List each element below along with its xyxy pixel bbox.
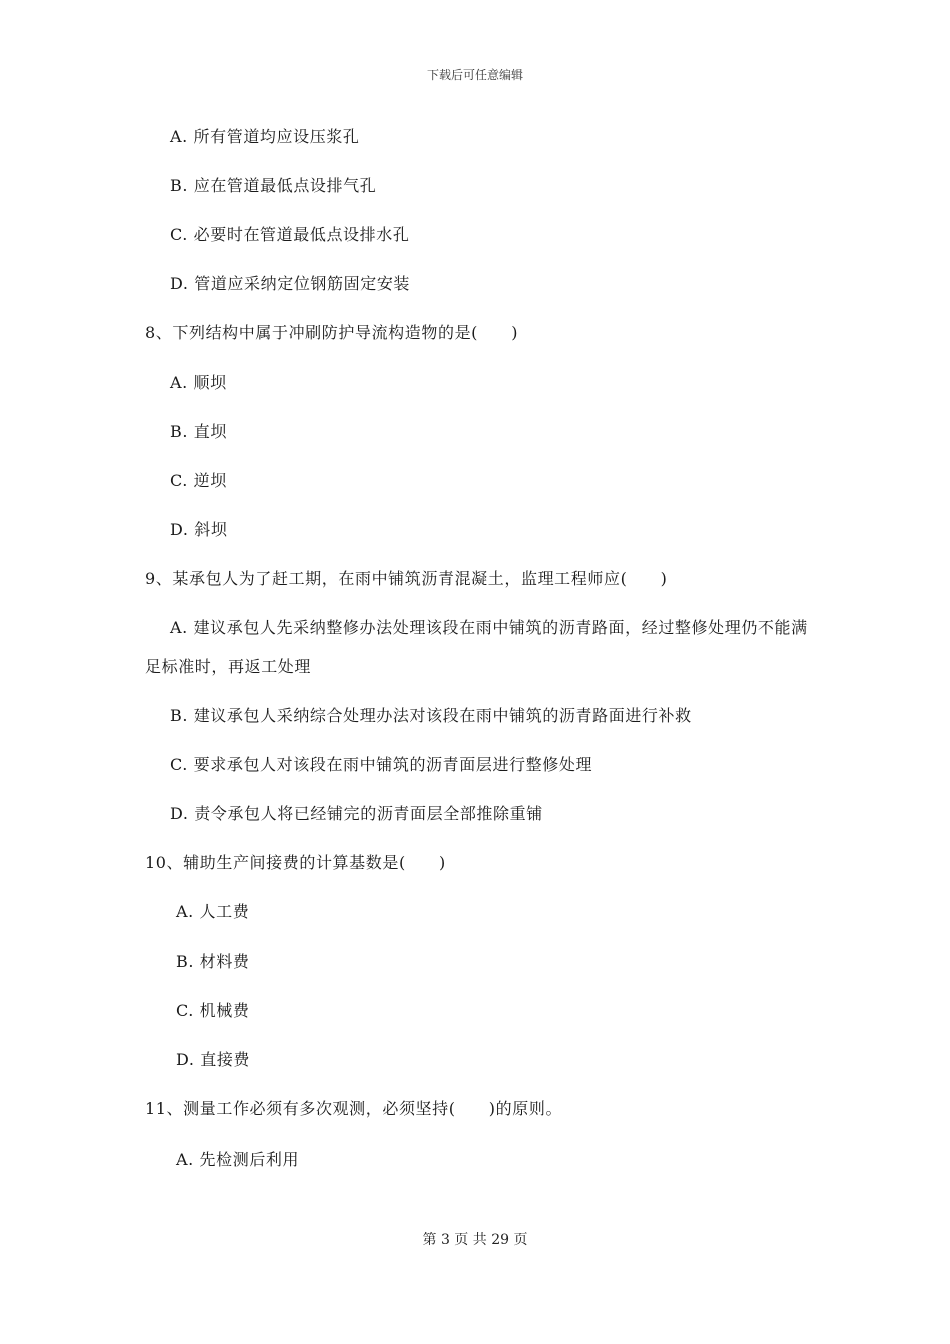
question-line: 10、辅助生产间接费的计算基数是( ): [145, 853, 446, 872]
option-line: C. 要求承包人对该段在雨中铺筑的沥青面层进行整修处理: [170, 755, 593, 774]
option-line: D. 管道应采纳定位钢筋固定安装: [170, 274, 411, 293]
page-header: 下载后可任意编辑: [426, 68, 523, 82]
option-line: A. 人工费: [176, 902, 250, 921]
option-line: C. 逆坝: [170, 471, 227, 490]
option-line: A. 建议承包人先采纳整修办法处理该段在雨中铺筑的沥青路面，经过整修处理仍不能满: [170, 618, 808, 637]
option-line: B. 建议承包人采纳综合处理办法对该段在雨中铺筑的沥青路面进行补救: [170, 706, 692, 725]
option-line: C. 机械费: [176, 1001, 250, 1020]
question-line: 9、某承包人为了赶工期，在雨中铺筑沥青混凝土，监理工程师应( ): [145, 569, 668, 588]
option-line: B. 应在管道最低点设排气孔: [170, 176, 377, 195]
option-continuation-line: 足标准时，再返工处理: [145, 657, 312, 676]
option-line: A. 所有管道均应设压浆孔: [170, 127, 360, 146]
page-footer: 第 3 页 共 29 页: [422, 1232, 528, 1248]
option-line: A. 先检测后利用: [176, 1150, 300, 1169]
option-line: C. 必要时在管道最低点设排水孔: [170, 225, 410, 244]
option-line: B. 直坝: [170, 422, 227, 441]
option-line: B. 材料费: [176, 952, 250, 971]
option-line: D. 斜坝: [170, 520, 228, 539]
question-line: 8、下列结构中属于冲刷防护导流构造物的是( ): [145, 323, 519, 342]
option-line: A. 顺坝: [170, 373, 227, 392]
option-line: D. 责令承包人将已经铺完的沥青面层全部推除重铺: [170, 804, 543, 823]
option-line: D. 直接费: [176, 1050, 251, 1069]
question-line: 11、测量工作必须有多次观测，必须坚持( )的原则。: [145, 1099, 563, 1118]
